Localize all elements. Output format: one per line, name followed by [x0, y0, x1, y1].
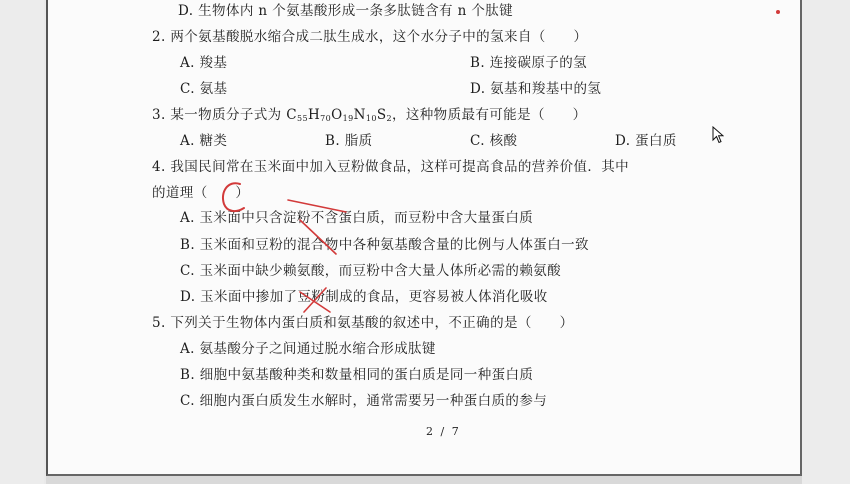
q2-option-c: C. 氨基 — [180, 81, 228, 97]
q3-option-c: C. 核酸 — [470, 133, 518, 149]
red-ink-dot — [776, 10, 780, 14]
q3-stem: 3. 某一物质分子式为 $C_{55}H_{70}O_{19}N_{10}S_2$，这种物质最有可能是（ ） — [152, 107, 587, 123]
q4-option-c: C. 玉米面中缺少赖氨酸，而豆粉中含大量人体所必需的赖氨酸 — [180, 263, 562, 279]
q5-option-c: C. 细胞内蛋白质发生水解时，通常需要另一种蛋白质的参与 — [180, 393, 548, 409]
q4-stem-continued: 的道理（ ） — [152, 185, 250, 201]
viewer-background-left — [0, 0, 44, 484]
q4-option-b: B. 玉米面和豆粉的混合物中各种氨基酸含量的比例与人体蛋白一致 — [180, 237, 589, 253]
page-number: 2 / 7 — [426, 425, 461, 438]
q5-option-a: A. 氨基酸分子之间通过脱水缩合形成肽键 — [180, 341, 436, 357]
q2-option-a: A. 羧基 — [180, 55, 228, 71]
mouse-cursor-icon — [712, 126, 724, 144]
viewer-background-right — [800, 0, 850, 484]
q3-option-d: D. 蛋白质 — [615, 133, 677, 149]
q3-option-b: B. 脂质 — [325, 133, 373, 149]
q4-option-d: D. 玉米面中掺加了豆粉制成的食品，更容易被人体消化吸收 — [180, 289, 548, 305]
q4-stem: 4. 我国民间常在玉米面中加入豆粉做食品，这样可提高食品的营养价值．其中 — [152, 159, 630, 175]
q4-option-a: A. 玉米面中只含淀粉不含蛋白质，而豆粉中含大量蛋白质 — [180, 210, 534, 226]
q2-option-d: D. 氨基和羧基中的氢 — [470, 81, 602, 97]
q5-option-b: B. 细胞中氨基酸种类和数量相同的蛋白质是同一种蛋白质 — [180, 367, 534, 383]
q1-option-d: D. 生物体内 n 个氨基酸形成一条多肽链含有 n 个肽键 — [178, 3, 514, 19]
q2-stem: 2. 两个氨基酸脱水缩合成二肽生成水，这个水分子中的氢来自（ ） — [152, 29, 588, 45]
q2-option-b: B. 连接碳原子的氢 — [470, 55, 588, 71]
q5-stem: 5. 下列关于生物体内蛋白质和氨基酸的叙述中，不正确的是（ ） — [152, 315, 574, 331]
q3-option-a: A. 糖类 — [180, 133, 228, 149]
